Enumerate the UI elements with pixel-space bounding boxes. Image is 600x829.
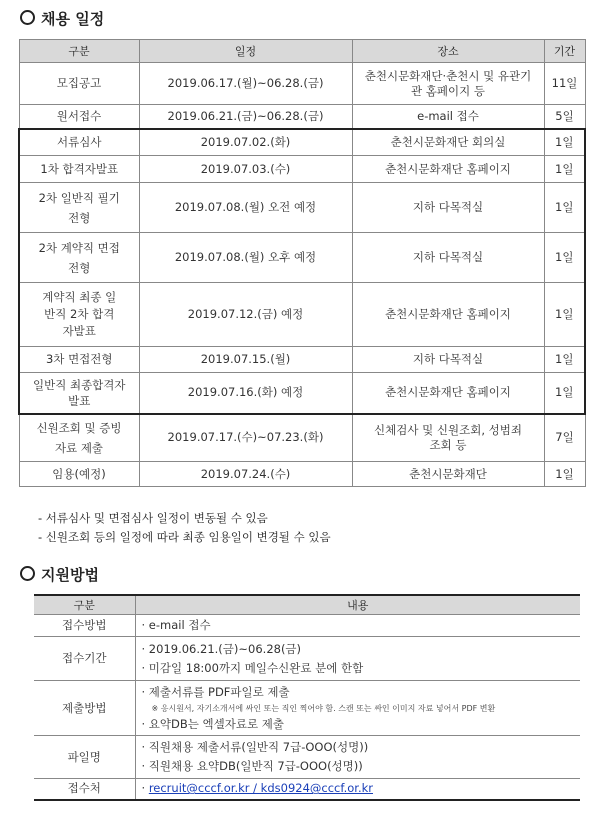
row-category: 계약직 최종 일반직 2차 합격자발표: [19, 283, 139, 347]
row-category: 2차 일반직 필기전형: [19, 183, 139, 233]
table-row: [19, 233, 585, 283]
table-row: [19, 373, 585, 414]
table-header-row: [19, 40, 585, 63]
row-place: 신체검사 및 신원조회, 성범죄조회 등: [352, 414, 544, 462]
method-label: 접수방법: [34, 615, 135, 637]
note-line: - 서류심사 및 면접심사 일정이 변동될 수 있음: [38, 511, 268, 525]
table-row: [19, 129, 585, 156]
row-date: 2019.07.08.(월) 오후 예정: [139, 233, 352, 283]
period-line-2: · 미감일 18:00까지 메일수신완료 분에 한함: [141, 660, 364, 675]
docs-line-2: · 요약DB는 엑셀자료로 제출: [141, 716, 284, 731]
row-period: 1일: [544, 373, 585, 414]
row-category: 신원조회 및 증빙자료 제출: [19, 414, 139, 462]
row-date: 2019.07.16.(화) 예정: [139, 373, 352, 414]
row-date: 2019.07.02.(화): [139, 129, 352, 156]
note-line: - 신원조회 등의 일정에 따라 최종 임용일이 변경될 수 있음: [38, 530, 331, 544]
header-date: 일정: [139, 40, 352, 63]
period-value: [135, 637, 580, 681]
row-period: 1일: [544, 183, 585, 233]
row-place: 춘천시문화재단 홈페이지: [352, 283, 544, 347]
row-period: 1일: [544, 283, 585, 347]
row-place: 지하 다목적실: [352, 183, 544, 233]
period-label: 접수기간: [34, 637, 135, 681]
header-category: 구분: [34, 595, 135, 615]
table-row: [19, 347, 585, 373]
file-line-1: · 직원채용 제출서류(일반직 7급-OOO(성명)): [141, 740, 369, 754]
row-category: 2차 계약직 면접전형: [19, 233, 139, 283]
row-date: 2019.07.24.(수): [139, 462, 352, 487]
apply-section-title: [20, 564, 99, 585]
circle-bullet-icon: [20, 566, 35, 581]
to-label: 접수처: [34, 779, 135, 800]
table-row: [19, 283, 585, 347]
email-link[interactable]: recruit@cccf.or.kr / kds0924@cccf.or.kr: [148, 781, 373, 796]
row-category: 일반직 최종합격자발표: [19, 373, 139, 414]
docs-note: ※ 응시원서, 자기소개서에 싸인 또는 직인 찍어야 함. 스캔 또는 싸인 이미지 자료 넣어서 PDF 변환: [151, 703, 496, 713]
row-period: 5일: [544, 105, 585, 129]
docs-label: 제출방법: [34, 681, 135, 736]
docs-line-1: · 제출서류를 PDF파일로 제출: [141, 684, 290, 699]
table-row: [19, 63, 585, 105]
to-value: [135, 779, 580, 800]
row-place: 지하 다목적실: [352, 347, 544, 373]
row-category: 서류심사: [19, 129, 139, 156]
row-place: 춘천시문화재단 홈페이지: [352, 156, 544, 183]
to-bullet: ·: [141, 781, 149, 796]
docs-value: [135, 681, 580, 736]
file-label: 파일명: [34, 736, 135, 779]
apply-table: [34, 594, 580, 801]
row-period: 1일: [544, 233, 585, 283]
table-row: [19, 105, 585, 129]
header-category: 구분: [19, 40, 139, 63]
schedule-title-text: 채용 일정: [41, 10, 105, 28]
table-row: [34, 615, 580, 637]
schedule-section-title: [20, 8, 104, 29]
schedule-notes: [38, 509, 331, 547]
row-category: 원서접수: [19, 105, 139, 129]
row-category: 모집공고: [19, 63, 139, 105]
method-value: · e-mail 접수: [135, 615, 580, 637]
row-period: 7일: [544, 414, 585, 462]
row-category: 임용(예정): [19, 462, 139, 487]
period-line-1: · 2019.06.21.(금)~06.28(금): [141, 641, 302, 656]
table-row: [34, 736, 580, 779]
file-value: [135, 736, 580, 779]
schedule-table: [18, 39, 586, 487]
row-period: 1일: [544, 347, 585, 373]
file-line-2: · 직원채용 요약DB(일반직 7급-OOO(성명)): [141, 759, 363, 773]
row-period: 1일: [544, 129, 585, 156]
row-period: 1일: [544, 462, 585, 487]
circle-bullet-icon: [20, 10, 35, 25]
table-row: [34, 637, 580, 681]
row-place: e-mail 접수: [352, 105, 544, 129]
table-row: [19, 156, 585, 183]
row-date: 2019.07.03.(수): [139, 156, 352, 183]
header-place: 장소: [352, 40, 544, 63]
row-date: 2019.06.17.(월)~06.28.(금): [139, 63, 352, 105]
table-row: [34, 779, 580, 800]
table-header-row: [34, 595, 580, 615]
row-place: 춘천시문화재단 홈페이지: [352, 373, 544, 414]
table-row: [19, 183, 585, 233]
header-period: 기간: [544, 40, 585, 63]
row-date: 2019.07.12.(금) 예정: [139, 283, 352, 347]
row-date: 2019.07.08.(월) 오전 예정: [139, 183, 352, 233]
row-category: 3차 면접전형: [19, 347, 139, 373]
row-category: 1차 합격자발표: [19, 156, 139, 183]
row-place: 춘천시문화재단: [352, 462, 544, 487]
apply-title-text: 지원방법: [41, 566, 99, 584]
header-content: 내용: [135, 595, 580, 615]
row-period: 1일: [544, 156, 585, 183]
table-row: [34, 681, 580, 736]
row-place: 춘천시문화재단 회의실: [352, 129, 544, 156]
row-period: 11일: [544, 63, 585, 105]
row-date: 2019.06.21.(금)~06.28.(금): [139, 105, 352, 129]
row-date: 2019.07.15.(월): [139, 347, 352, 373]
table-row: [19, 462, 585, 487]
table-row: [19, 414, 585, 462]
row-place: 지하 다목적실: [352, 233, 544, 283]
row-date: 2019.07.17.(수)~07.23.(화): [139, 414, 352, 462]
row-place: 춘천시문화재단·춘천시 및 유관기관 홈페이지 등: [352, 63, 544, 105]
